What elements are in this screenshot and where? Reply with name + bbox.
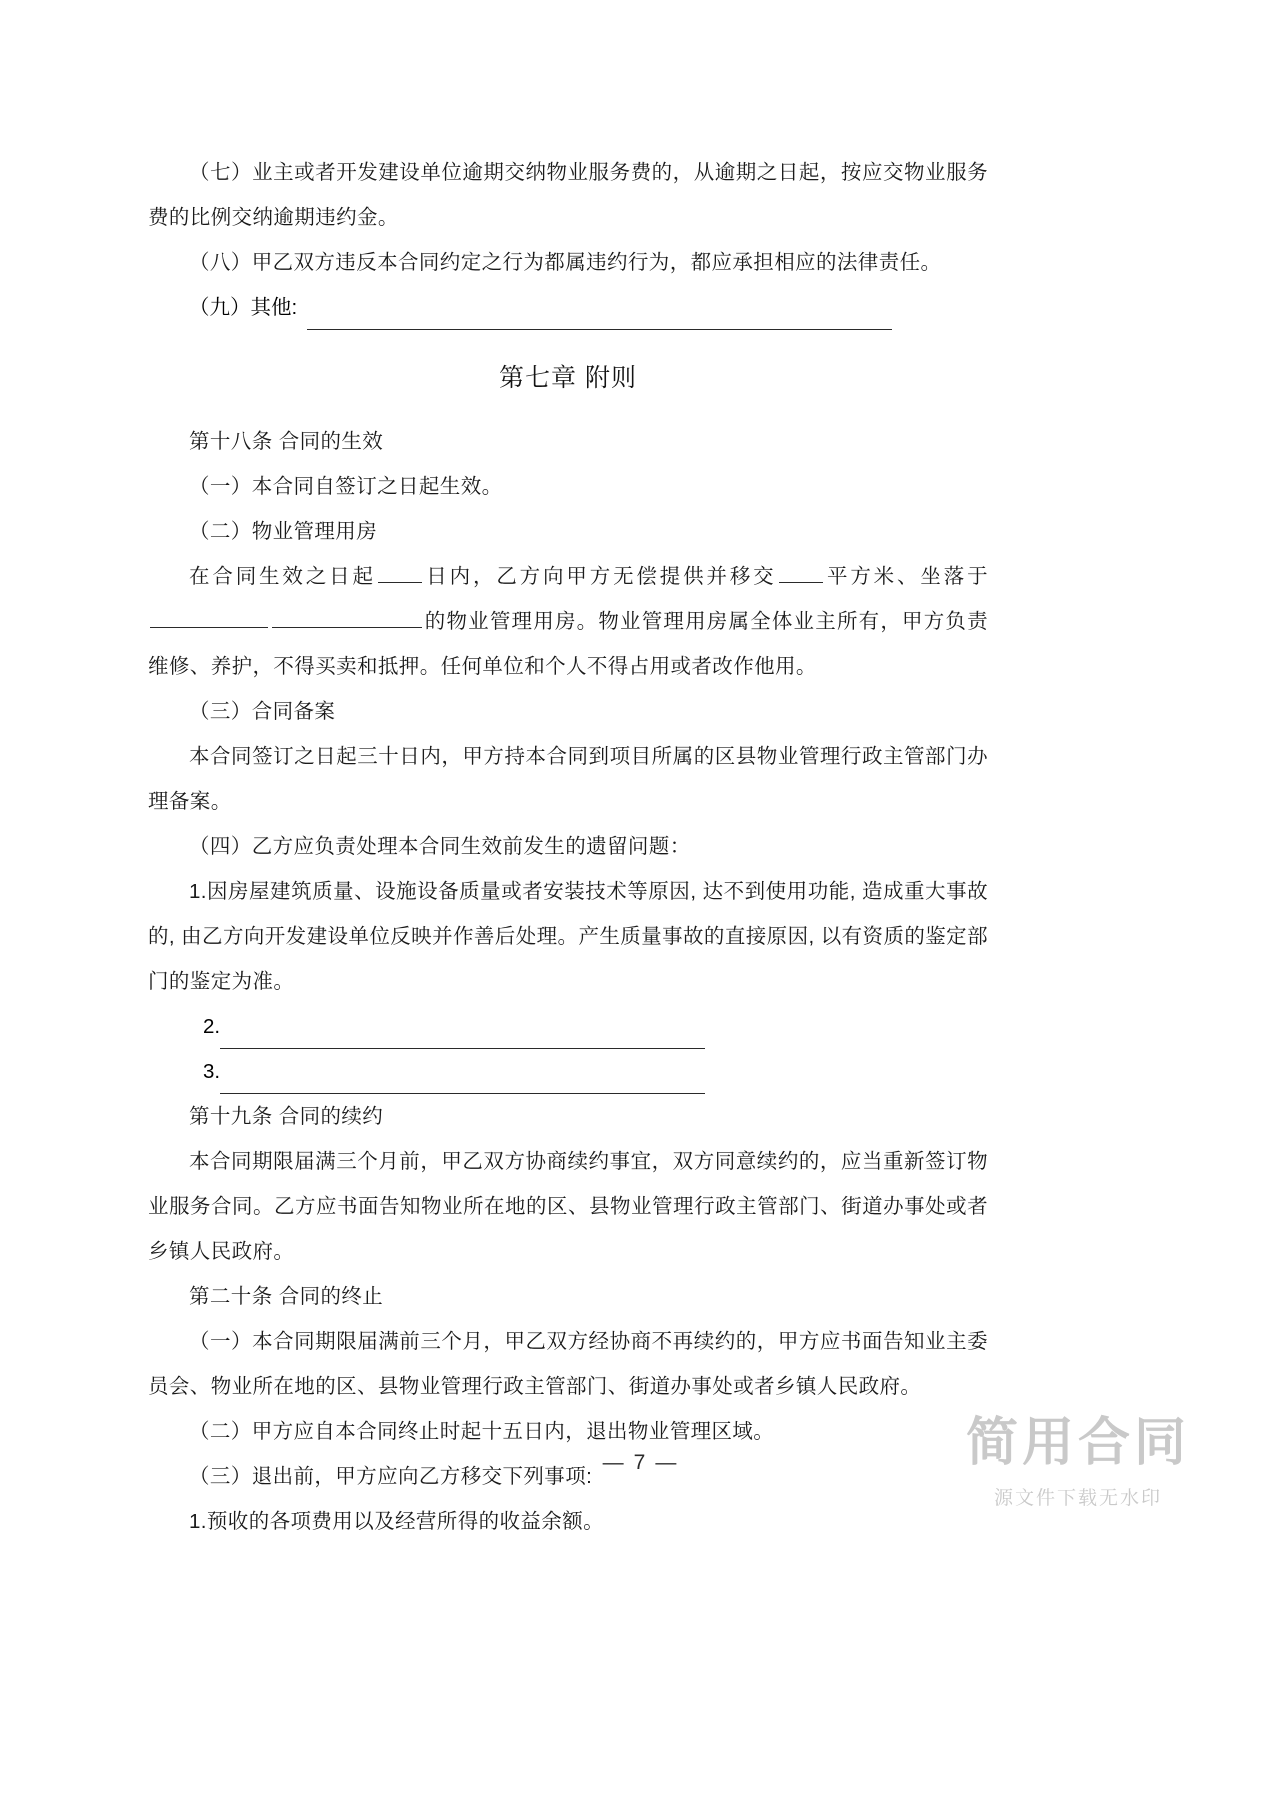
page-number-dash-left: — xyxy=(602,1451,625,1474)
article-18-item-4-sub1: 1.因房屋建筑质量、设施设备质量或者安装技术等原因, 达不到使用功能, 造成重大事故的, 由乙方向开发建设单位反映并作善后处理。产生质量事故的直接原因, 以有资质的鉴定部门的鉴定为准。 xyxy=(148,880,988,993)
clause-item-7: （七）业主或者开发建设单位逾期交纳物业服务费的，从逾期之日起，按应交物业服务费的比例交纳逾期违约金。 xyxy=(148,161,988,229)
clause-item-9 xyxy=(148,285,988,330)
chapter-title: 第七章 附则 xyxy=(499,364,637,392)
watermark-main-text: 简用合同 xyxy=(965,1414,1190,1472)
article-19-heading: 第十九条 合同的续约 xyxy=(189,1105,384,1128)
article-20-item-3: （三）退出前，甲方应向乙方移交下列事项: xyxy=(189,1465,593,1488)
article-18-item-3-label: （三）合同备案 xyxy=(189,700,336,723)
article-18-item-4-sub2-label: 2. xyxy=(203,1015,221,1038)
article-18-heading: 第十八条 合同的生效 xyxy=(189,430,384,453)
mgmt-room-area-blank[interactable] xyxy=(779,564,823,583)
mgmt-room-text-part3: 平方米、坐落于 xyxy=(824,565,988,588)
article-18-item-2-label: （二）物业管理用房 xyxy=(189,520,378,543)
mgmt-room-text-part4: 的物业管理用房。物业管理用房属全体业主所有，甲方负责维修、养护，不得买卖和抵押。任何单位和个人不得占用或者改作他用。 xyxy=(148,610,988,678)
mgmt-room-text-part1: 在合同生效之日起 xyxy=(189,565,376,588)
article-20-heading: 第二十条 合同的终止 xyxy=(189,1285,384,1308)
article-19-text: 本合同期限届满三个月前，甲乙双方协商续约事宜，双方同意续约的，应当重新签订物业服务合同。乙方应书面告知物业所在地的区、县物业管理行政主管部门、街道办事处或者乡镇人民政府。 xyxy=(148,1150,988,1263)
page-content xyxy=(148,150,988,1544)
article-18-item-2-text xyxy=(148,554,988,689)
clause-item-9-blank[interactable] xyxy=(307,309,892,330)
article-18-item-1: （一）本合同自签订之日起生效。 xyxy=(189,475,503,498)
article-18-item-4-sub3 xyxy=(148,1049,988,1094)
article-20-item-3-sub1: 1.预收的各项费用以及经营所得的收益余额。 xyxy=(189,1510,604,1533)
clause-item-8: （八）甲乙双方违反本合同约定之行为都属违约行为，都应承担相应的法律责任。 xyxy=(189,251,942,274)
clause-item-9-label: （九）其他: xyxy=(189,296,298,319)
watermark-sub-text: 源文件下载无水印 xyxy=(993,1488,1162,1509)
mgmt-room-days-blank[interactable] xyxy=(378,564,422,583)
article-20-item-1: （一）本合同期限届满前三个月，甲乙双方经协商不再续约的，甲方应书面告知业主委员会、物业所在地的区、县物业管理行政主管部门、街道办事处或者乡镇人民政府。 xyxy=(148,1330,988,1398)
article-18-item-3-text: 本合同签订之日起三十日内，甲方持本合同到项目所属的区县物业管理行政主管部门办理备案。 xyxy=(148,745,988,813)
article-18-item-4-sub2 xyxy=(148,1004,988,1049)
article-18-item-4-sub3-label: 3. xyxy=(203,1060,221,1083)
mgmt-room-text-part2: 日内，乙方向甲方无偿提供并移交 xyxy=(423,565,777,588)
page-number-dash-right: — xyxy=(655,1451,678,1474)
article-18-item-4-sub2-blank[interactable] xyxy=(220,1028,705,1049)
article-18-item-4-label: （四）乙方应负责处理本合同生效前发生的遗留问题： xyxy=(189,835,691,858)
mgmt-room-location-blank-2[interactable] xyxy=(272,609,422,628)
page-number-value: 7 xyxy=(633,1451,647,1474)
article-20-item-2: （二）甲方应自本合同终止时起十五日内，退出物业管理区域。 xyxy=(189,1420,775,1443)
article-18-item-4-sub3-blank[interactable] xyxy=(220,1073,705,1094)
mgmt-room-location-blank-1[interactable] xyxy=(150,609,268,628)
page-number xyxy=(0,1451,1280,1475)
